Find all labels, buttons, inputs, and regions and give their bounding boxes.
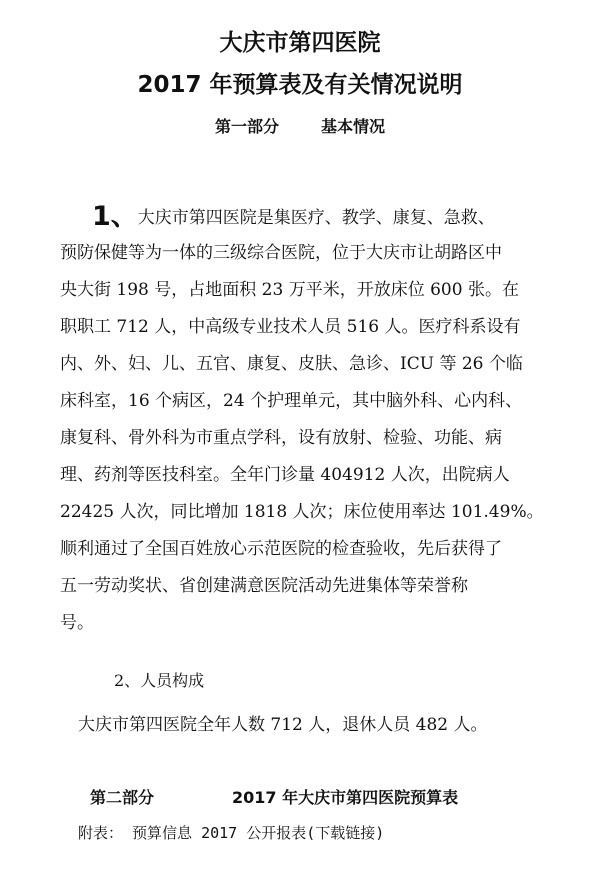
paragraph-line: 内、外、妇、儿、五官、康复、皮肤、急诊、ICU 等 26 个临 [60, 354, 523, 374]
part-two-label: 第二部分 [90, 788, 155, 807]
paragraph-line: 号。 [60, 613, 94, 633]
part-two-name: 2017 年大庆市第四医院预算表 [232, 788, 459, 807]
paragraph-line: 大庆市第四医院是集医疗、教学、康复、急救、 [137, 208, 495, 228]
section-one-first-line [92, 194, 495, 233]
document-subtitle: 2017 年预算表及有关情况说明 [137, 72, 463, 98]
paragraph-line: 22425 人次，同比增加 1818 人次；床位使用率达 101.49%。 [60, 502, 544, 522]
paragraph-line: 理、药剂等医技科室。全年门诊量 404912 人次，出院病人 [60, 465, 510, 485]
paragraph-line: 康复科、骨外科为市重点学科，设有放射、检验、功能、病 [60, 428, 502, 448]
document-title: 大庆市第四医院 [219, 30, 381, 56]
section-one-number: 1、 [92, 201, 138, 232]
paragraph-line: 顺利通过了全国百姓放心示范医院的检查验收，先后获得了 [60, 539, 502, 559]
paragraph-line: 床科室，16 个病区，24 个护理单元，其中脑外科、心内科、 [60, 391, 523, 411]
section-two-title: 2、人员构成 [114, 671, 205, 690]
download-link[interactable]: 预算信息 2017 公开报表(下载链接) [132, 824, 385, 842]
paragraph-line: 央大街 198 号，占地面积 23 万平米，开放床位 600 张。在 [60, 280, 519, 300]
paragraph-line: 预防保健等为一体的三级综合医院，位于大庆市让胡路区中 [60, 243, 502, 263]
section-two-text: 大庆市第四医院全年人数 712 人，退休人员 482 人。 [78, 715, 488, 735]
paragraph-line: 职职工 712 人，中高级专业技术人员 516 人。医疗科系设有 [60, 317, 521, 337]
part-two-heading [90, 785, 458, 808]
attachment-prefix: 附表： [78, 824, 124, 842]
attachment-line [78, 822, 384, 843]
paragraph-line: 五一劳动奖状、省创建满意医院活动先进集体等荣誉称 [60, 576, 468, 596]
part-one-name: 基本情况 [321, 117, 386, 136]
part-one-heading [0, 116, 600, 138]
part-one-label: 第一部分 [214, 117, 279, 136]
